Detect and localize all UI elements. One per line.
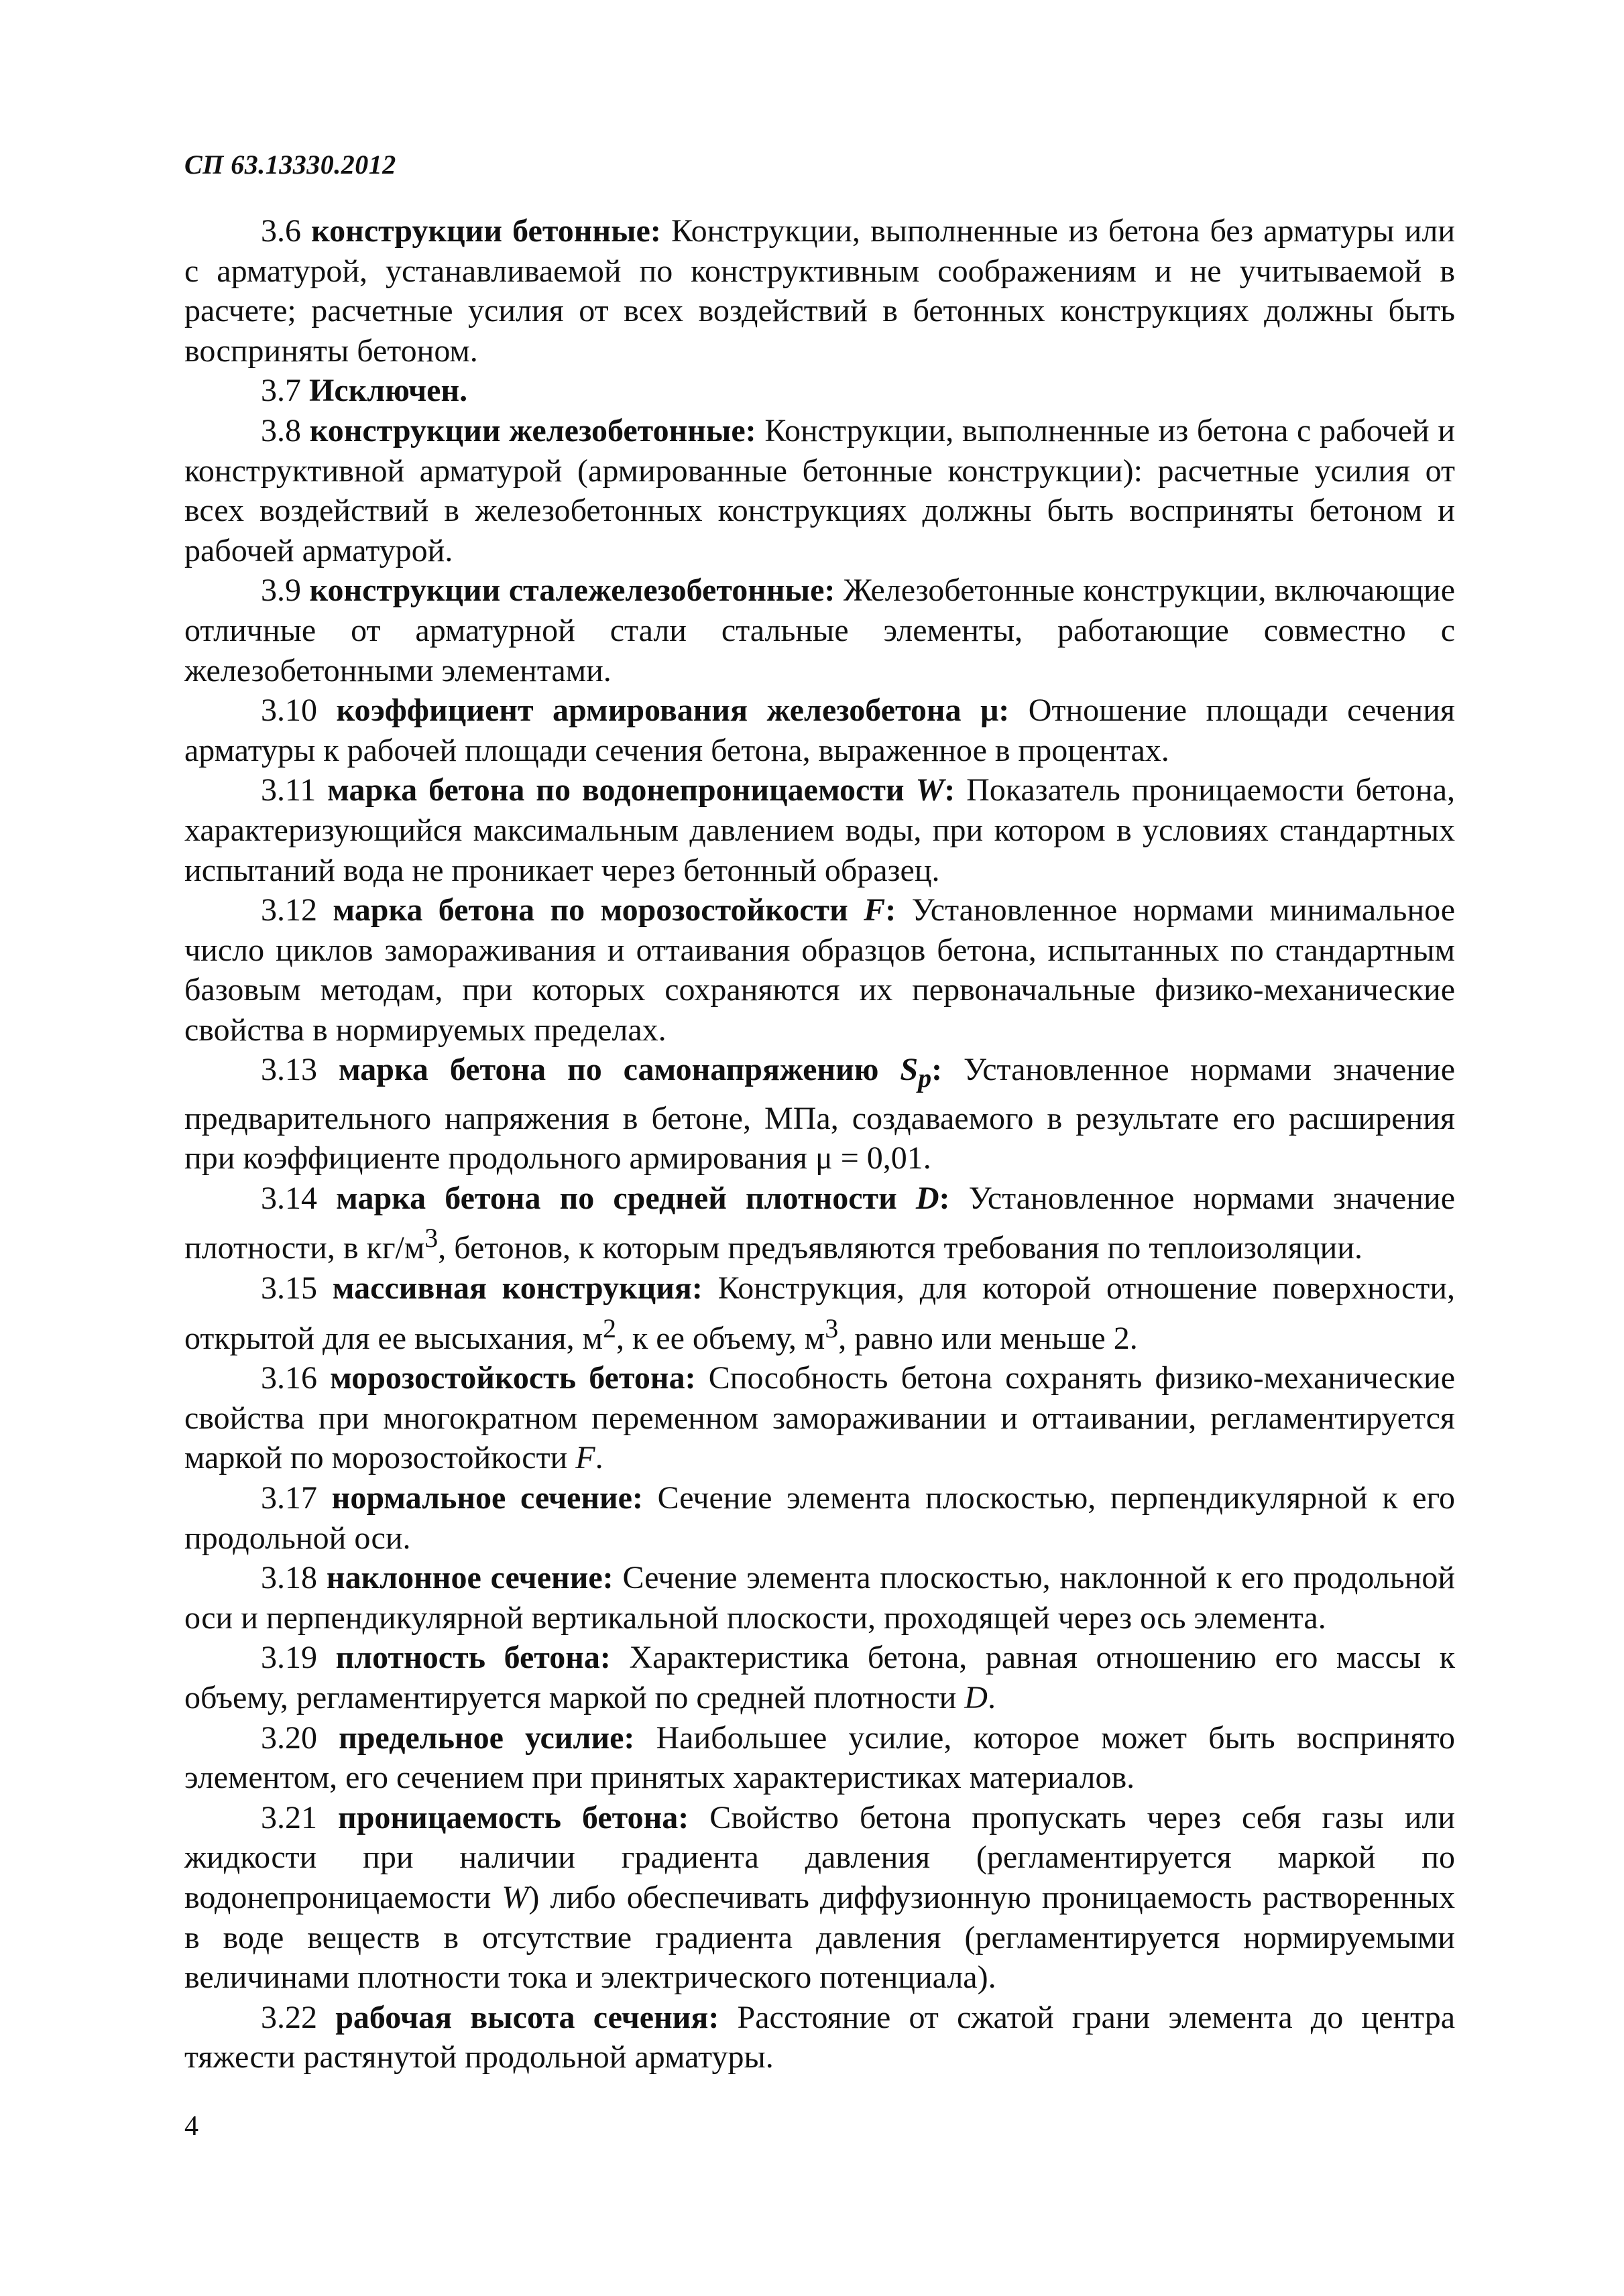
definition-text: Конструкции, выполненные из бетона без арматуры или с арматурой, устанавливаемой по конструктивным соображениям и не учитываемой в расчете; расчетные усилия от всех воздействий в бетонных конструкциях должны быть восприняты бетоном. (184, 213, 1456, 369)
definition-term: конструкции железобетонные: (309, 412, 756, 448)
definition-number: 3.19 (261, 1640, 317, 1676)
definition-number: 3.17 (261, 1480, 317, 1516)
definition-term: Исключен. (309, 373, 468, 409)
definition-3-11 (184, 770, 1455, 890)
definition-text: Способность бетона сохранять физико-механические свойства при многократном переменном замораживании и оттаивании, регламентируется маркой по морозостойкости (184, 1360, 1456, 1476)
definition-term: наклонное сечение: (326, 1560, 614, 1596)
definition-term: нормальное сечение: (331, 1480, 643, 1516)
definition-3-14 (184, 1179, 1455, 1268)
definition-3-17 (184, 1478, 1455, 1558)
definition-text-cont: ) либо обеспечивать диффузионную проницаемость растворенных в воде веществ в отсутствие градиента давления (регламентируется нормируемыми величинами плотности тока и электрического потенциала). (184, 1879, 1455, 1996)
definition-text: Конструкция, для которой отношение поверхности, открытой для ее высыхания, м (184, 1270, 1456, 1356)
term-colon: : (939, 1180, 950, 1216)
definition-term: конструкции бетонные: (311, 213, 661, 249)
definition-term: морозостойкость бетона: (330, 1360, 696, 1396)
definition-term: проницаемость бетона: (338, 1799, 689, 1835)
definition-number: 3.22 (261, 1999, 317, 2035)
definition-3-21 (184, 1798, 1455, 1998)
period: . (595, 1440, 603, 1476)
period: . (987, 1679, 996, 1715)
definition-text: Отношение площади сечения арматуры к рабочей площади сечения бетона, выраженное в процентах. (184, 692, 1456, 768)
definition-number: 3.6 (261, 213, 301, 249)
superscript: 3 (825, 1313, 839, 1343)
term-symbol: D (915, 1180, 939, 1216)
definition-text: Показатель проницаемости бетона, характеризующийся максимальным давлением воды, при котором в условиях стандартных испытаний вода не проникает через бетонный образец. (184, 772, 1456, 888)
definition-text: Конструкции, выполненные из бетона с рабочей и конструктивной арматурой (армированные бетонные конструкции): расчетные усилия от всех воздействий в железобетонных конструкциях должны быть восприняты бетоном и рабочей арматурой. (184, 412, 1456, 568)
definition-text-end: , равно или меньше 2. (838, 1320, 1138, 1356)
definition-text: Свойство бетона пропускать через себя газы или жидкости при наличии градиента давления (регламентируется маркой по водонепроницаемости (184, 1799, 1456, 1915)
page-number: 4 (184, 2111, 198, 2142)
definition-3-15 (184, 1268, 1455, 1358)
definition-3-10 (184, 690, 1455, 770)
definition-number: 3.15 (261, 1270, 317, 1307)
definition-3-19 (184, 1638, 1455, 1717)
definition-number: 3.21 (261, 1799, 317, 1835)
definition-term: марка бетона по водонепроницаемости (327, 772, 905, 808)
definition-3-20 (184, 1718, 1455, 1798)
definition-text: Сечение элемента плоскостью, перпендикулярной к его продольной оси. (184, 1480, 1456, 1556)
definition-term: плотность бетона: (335, 1640, 611, 1676)
definition-text: Наибольшее усилие, которое может быть воспринято элементом, его сечением при принятых характеристиках материалов. (184, 1719, 1455, 1796)
definition-3-7 (184, 371, 1455, 411)
definition-text-cont: , к ее объему, м (616, 1320, 825, 1356)
definition-text: Железобетонные конструкции, включающие отличные от арматурной стали стальные элементы, работающие совместно с железобетонными элементами. (184, 572, 1456, 688)
definition-text: Установленное нормами значение предварительного напряжения в бетоне, МПа, создаваемого в результате его расширения при коэффициенте продольного армирования μ = 0,01. (184, 1052, 1456, 1176)
definition-term: марка бетона по морозостойкости (333, 892, 848, 928)
definition-3-6 (184, 211, 1455, 371)
superscript: 3 (424, 1223, 439, 1254)
definition-term: предельное усилие: (339, 1719, 635, 1756)
definition-3-12 (184, 890, 1455, 1050)
text-symbol: F (575, 1440, 595, 1476)
definition-number: 3.18 (261, 1560, 317, 1596)
definition-number: 3.20 (261, 1719, 317, 1756)
term-colon: : (931, 1052, 943, 1088)
definition-3-18 (184, 1558, 1455, 1638)
definition-term: коэффициент армирования железобетона μ: (336, 692, 1010, 729)
definition-3-22 (184, 1998, 1455, 2077)
definition-text: Установленное нормами значение плотности, в кг/м (184, 1180, 1456, 1266)
definition-term: марка бетона по средней плотности (336, 1180, 897, 1216)
text-symbol: D (964, 1679, 988, 1715)
term-symbol: F (864, 892, 886, 928)
definition-number: 3.16 (261, 1360, 317, 1396)
term-symbol-subscript: p (918, 1063, 932, 1094)
definition-number: 3.9 (261, 572, 301, 609)
definition-term: марка бетона по самонапряжению (338, 1052, 879, 1088)
definition-term: рабочая высота сечения: (335, 1999, 719, 2035)
term-colon: : (944, 772, 955, 808)
definition-number: 3.7 (261, 373, 301, 409)
definition-text-cont: , бетонов, к которым предъявляются требования по теплоизоляции. (438, 1230, 1362, 1266)
term-symbol: W (915, 772, 945, 808)
definition-3-8 (184, 411, 1455, 570)
document-code-header: СП 63.13330.2012 (184, 149, 396, 180)
term-symbol: S (900, 1052, 919, 1088)
definition-3-9 (184, 570, 1455, 690)
definition-number: 3.14 (261, 1180, 317, 1216)
definition-text: Расстояние от сжатой грани элемента до центра тяжести растянутой продольной арматуры. (184, 1999, 1456, 2075)
term-colon: : (885, 892, 896, 928)
definition-number: 3.8 (261, 412, 301, 448)
definition-number: 3.10 (261, 692, 317, 729)
definition-text: Установленное нормами минимальное число циклов замораживания и оттаивания образцов бетона, испытанных по стандартным базовым методам, при которых сохраняются их первоначальные физико-механические свойства в нормируемых пределах. (184, 892, 1456, 1048)
definitions-list (184, 211, 1455, 2077)
definition-text: Характеристика бетона, равная отношению его массы к объему, регламентируется маркой по средней плотности (184, 1640, 1456, 1715)
definition-number: 3.12 (261, 892, 317, 928)
definition-number: 3.11 (261, 772, 316, 808)
text-symbol: W (502, 1879, 529, 1915)
definition-term: массивная конструкция: (332, 1270, 703, 1307)
definition-3-13 (184, 1050, 1455, 1178)
definition-term: конструкции сталежелезобетонные: (309, 572, 835, 609)
definition-text: Сечение элемента плоскостью, наклонной к его продольной оси и перпендикулярной вертикальной плоскости, проходящей через ось элемента. (184, 1560, 1456, 1636)
superscript: 2 (602, 1313, 616, 1343)
definition-number: 3.13 (261, 1052, 317, 1088)
definition-3-16 (184, 1358, 1455, 1478)
